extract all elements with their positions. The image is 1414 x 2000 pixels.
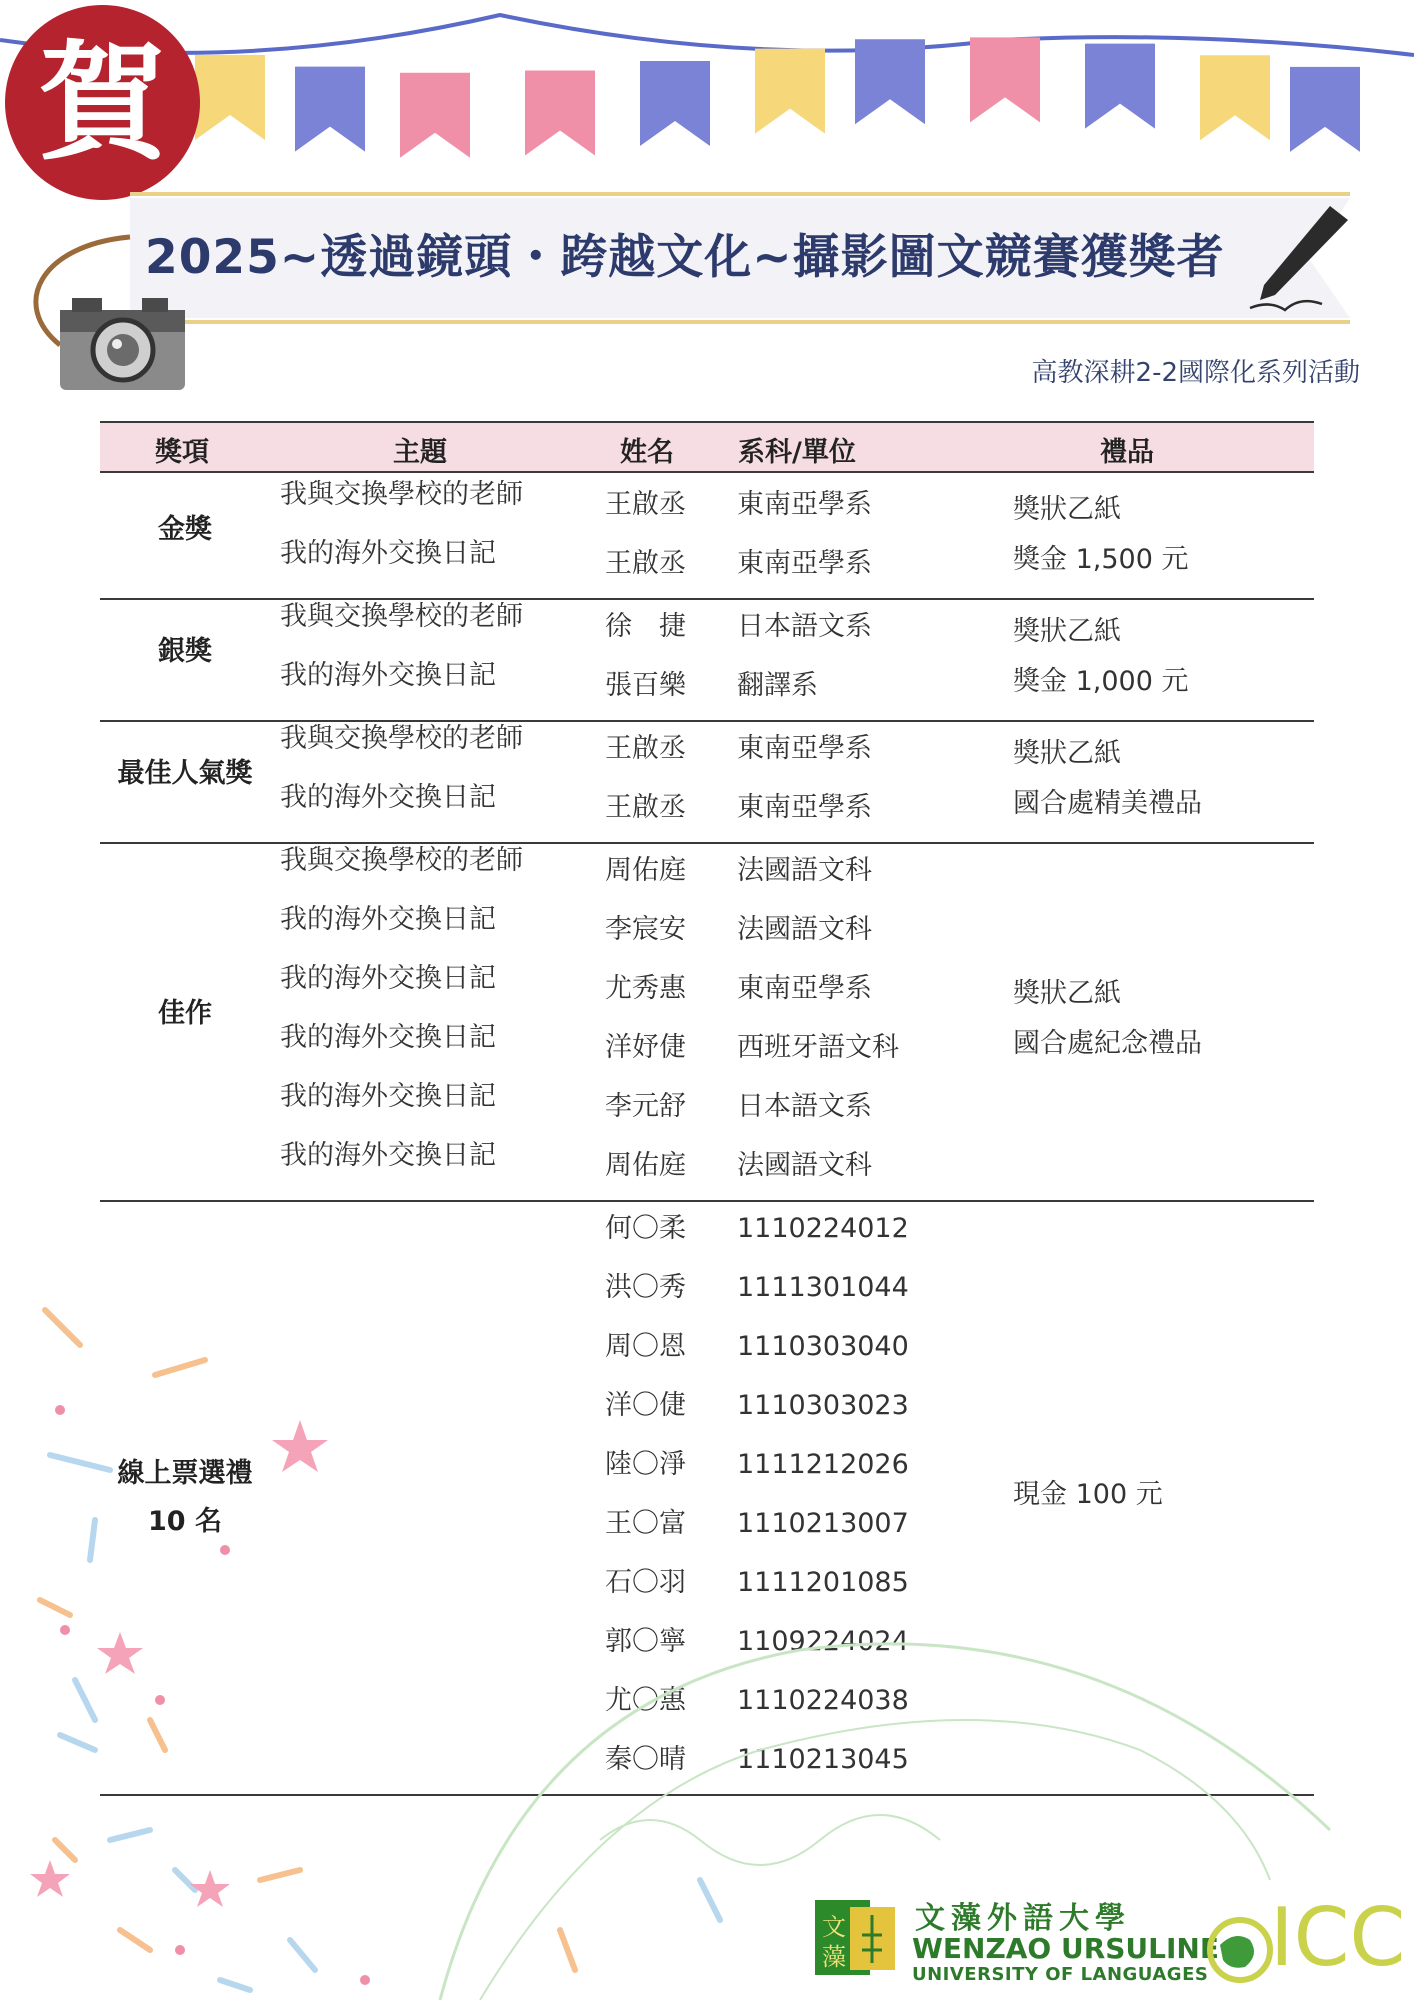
dept-cell: 日本語文系 [737, 1091, 872, 1122]
name-cell: 周〇恩 [605, 1331, 686, 1362]
dept-cell: 1109224024 [737, 1626, 909, 1657]
header-award: 獎項 [155, 437, 209, 468]
bunting-flags [195, 37, 1360, 157]
gift-cell: 國合處精美禮品 [1013, 788, 1202, 819]
dept-cell: 東南亞學系 [737, 792, 872, 823]
bunting-decoration [0, 0, 1414, 160]
gift-cell: 現金 100 元 [1013, 1479, 1163, 1510]
gift-cell: 獎狀乙紙 [1013, 738, 1121, 769]
name-cell: 徐 捷 [605, 611, 686, 642]
header-gift: 禮品 [1100, 437, 1154, 468]
confetti-globe-decoration [0, 1280, 1414, 2000]
name-cell: 石〇羽 [605, 1567, 686, 1598]
bunting-flag [640, 61, 710, 146]
dept-cell: 1110303040 [737, 1331, 909, 1362]
bunting-flag [400, 73, 470, 158]
award-label: 最佳人氣獎 [117, 758, 253, 789]
theme-cell: 我的海外交換日記 [280, 1140, 496, 1171]
university-name-en-sub: UNIVERSITY OF LANGUAGES [912, 1964, 1209, 1985]
theme-cell: 我的海外交換日記 [280, 904, 496, 935]
globe-icon [1205, 1915, 1275, 1985]
header-dept: 系科/單位 [738, 437, 856, 468]
dept-cell: 1111301044 [737, 1272, 909, 1303]
gift-cell: 獎狀乙紙 [1013, 616, 1121, 647]
dept-cell: 法國語文科 [737, 855, 872, 886]
name-cell: 洋〇倢 [605, 1390, 686, 1421]
theme-cell: 我的海外交換日記 [280, 538, 496, 569]
header-theme: 主題 [393, 437, 447, 468]
name-cell: 周佑庭 [605, 1150, 686, 1181]
page-subtitle: 高教深耕2-2國際化系列活動 [1031, 358, 1360, 388]
name-cell: 王〇富 [605, 1508, 686, 1539]
bunting-flag [755, 49, 825, 134]
dept-cell: 翻譯系 [737, 670, 818, 701]
congrats-seal: 賀 [5, 5, 200, 200]
name-cell: 陸〇淨 [605, 1449, 686, 1480]
dept-cell: 1110213045 [737, 1744, 909, 1775]
oicc-logo: ICC [1270, 1891, 1406, 1984]
bunting-flag [295, 67, 365, 152]
university-name-zh: 文藻外語大學 [915, 1901, 1131, 1936]
gift-cell: 獎狀乙紙 [1013, 978, 1121, 1009]
header-name: 姓名 [620, 437, 674, 468]
award-label: 線上票選禮 [117, 1458, 253, 1489]
award-label: 金獎 [158, 514, 212, 545]
name-cell: 尤秀惠 [605, 973, 686, 1004]
dept-cell: 東南亞學系 [737, 548, 872, 579]
theme-cell: 我與交換學校的老師 [280, 601, 523, 632]
theme-cell: 我與交換學校的老師 [280, 479, 523, 510]
university-name-en: WENZAO URSULINE [912, 1932, 1219, 1965]
name-cell: 周佑庭 [605, 855, 686, 886]
dept-cell: 法國語文科 [737, 914, 872, 945]
dept-cell: 1110224012 [737, 1213, 909, 1244]
bunting-flag [1290, 67, 1360, 152]
dept-cell: 東南亞學系 [737, 733, 872, 764]
theme-cell: 我與交換學校的老師 [280, 723, 523, 754]
name-cell: 李元舒 [605, 1091, 686, 1122]
name-cell: 洪〇秀 [605, 1272, 686, 1303]
dept-cell: 西班牙語文科 [737, 1032, 899, 1063]
bunting-flag [195, 55, 265, 140]
wenzao-badge-icon [810, 1895, 900, 1980]
bunting-flag [525, 71, 595, 156]
theme-cell: 我的海外交換日記 [280, 782, 496, 813]
gift-cell: 國合處紀念禮品 [1013, 1028, 1202, 1059]
page-title: 2025~透過鏡頭・跨越文化~攝影圖文競賽獲獎者 [145, 230, 1225, 285]
theme-cell: 我的海外交換日記 [280, 660, 496, 691]
dept-cell: 1110224038 [737, 1685, 909, 1716]
name-cell: 王啟丞 [605, 733, 686, 764]
dept-cell: 1111201085 [737, 1567, 909, 1598]
theme-cell: 我的海外交換日記 [280, 963, 496, 994]
dept-cell: 東南亞學系 [737, 973, 872, 1004]
name-cell: 何〇柔 [605, 1213, 686, 1244]
table-top-border [100, 421, 1314, 423]
name-cell: 王啟丞 [605, 792, 686, 823]
name-cell: 李宸安 [605, 914, 686, 945]
dept-cell: 1110303023 [737, 1390, 909, 1421]
dept-cell: 日本語文系 [737, 611, 872, 642]
badge-char-1: 文 [822, 1913, 846, 1941]
award-label: 佳作 [158, 998, 212, 1029]
bunting-flag [855, 39, 925, 124]
bunting-flag [970, 37, 1040, 122]
gift-cell: 獎金 1,500 元 [1013, 544, 1189, 575]
name-cell: 秦〇晴 [605, 1744, 686, 1775]
gift-cell: 獎狀乙紙 [1013, 494, 1121, 525]
theme-cell: 我的海外交換日記 [280, 1081, 496, 1112]
name-cell: 尤〇惠 [605, 1685, 686, 1716]
dept-cell: 東南亞學系 [737, 489, 872, 520]
theme-cell: 我的海外交換日記 [280, 1022, 496, 1053]
name-cell: 郭〇寧 [605, 1626, 686, 1657]
name-cell: 張百樂 [605, 670, 686, 701]
dept-cell: 1110213007 [737, 1508, 909, 1539]
bunting-flag [1085, 44, 1155, 129]
group-divider [100, 1200, 1314, 1202]
pen-icon [1230, 200, 1360, 315]
gift-cell: 獎金 1,000 元 [1013, 666, 1189, 697]
badge-char-2: 藻 [822, 1943, 846, 1971]
name-cell: 洋妤倢 [605, 1032, 686, 1063]
dept-cell: 法國語文科 [737, 1150, 872, 1181]
table-header-border [100, 471, 1314, 473]
name-cell: 王啟丞 [605, 548, 686, 579]
award-count: 10 名 [148, 1506, 222, 1537]
bunting-flag [1200, 55, 1270, 140]
name-cell: 王啟丞 [605, 489, 686, 520]
award-label: 銀獎 [158, 636, 212, 667]
dept-cell: 1111212026 [737, 1449, 909, 1480]
theme-cell: 我與交換學校的老師 [280, 845, 523, 876]
